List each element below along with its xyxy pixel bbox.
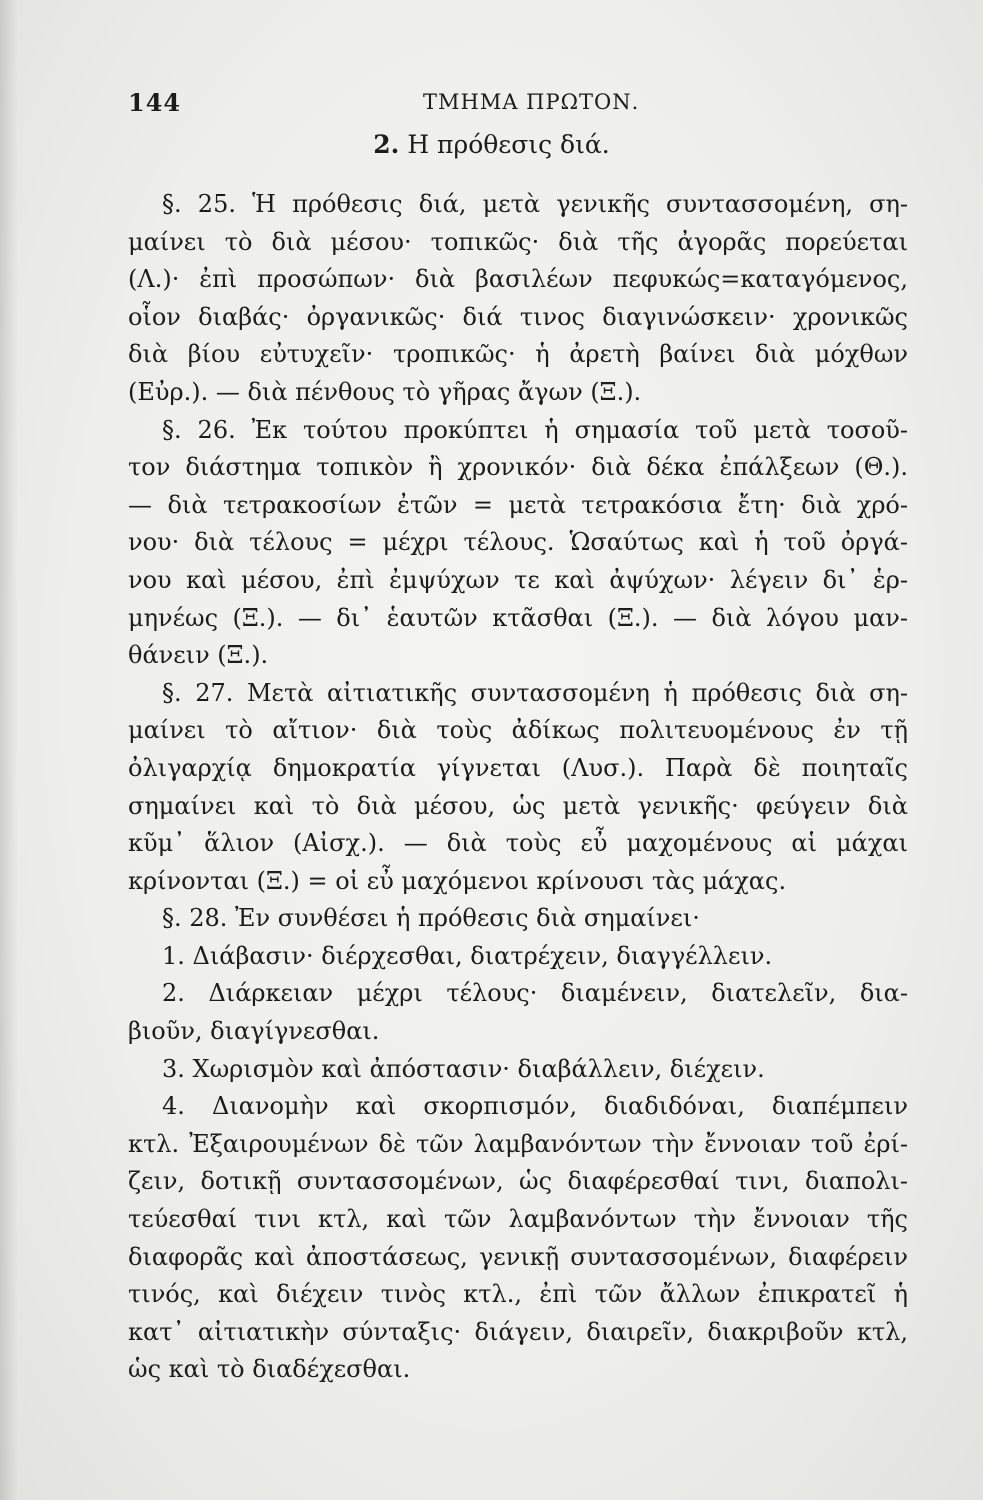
- text-line: νου· διὰ τέλους = μέχρι τέλους. Ὡσαύτως καὶ ἡ τοῦ ὀργά-: [128, 528, 908, 557]
- text-line: §. 27. Μετὰ αἰτιατικῆς συντασσομένη ἡ πρόθεσις διὰ ση-: [162, 678, 908, 707]
- section-heading: [0, 130, 983, 159]
- running-head: ΤΜΗΜΑ ΠΡΩΤΟΝ.: [423, 90, 640, 114]
- text-line: οἷον διαβάς· ὀργανικῶς· διά τινος διαγινώσκειν· χρονικῶς: [128, 302, 908, 331]
- text-line: (Λ.)· ἐπὶ προσώπων· διὰ βασιλέων πεφυκώς=καταγόμενος,: [128, 265, 908, 294]
- text-line: κρίνονται (Ξ.) = οἱ εὖ μαχόμενοι κρίνουσι τὰς μάχας.: [128, 866, 787, 895]
- text-line: μηνέως (Ξ.). — δι᾽ ἑαυτῶν κτᾶσθαι (Ξ.). — διὰ λόγου μαν-: [128, 603, 908, 632]
- list-item: 3. Χωρισμὸν καὶ ἀπόστασιν· διαβάλλειν, διέχειν.: [162, 1054, 765, 1083]
- section-number: 2.: [373, 130, 400, 159]
- page-edge-shadow: [0, 0, 18, 1500]
- text-line: θάνειν (Ξ.).: [128, 641, 269, 670]
- text-line: κατ᾽ αἰτιατικὴν σύνταξις· διάγειν, διαιρεῖν, διακριβοῦν κτλ,: [128, 1317, 908, 1346]
- text-line: μαίνει τὸ αἴτιον· διὰ τοὺς ἀδίκως πολιτευομένους ἐν τῇ: [128, 716, 908, 745]
- list-item: 4. Διανομὴν καὶ σκορπισμόν, διαδιδόναι, διαπέμπειν: [162, 1092, 908, 1121]
- text-line: ζειν, δοτικῇ συντασσομένων, ὡς διαφέρεσθαί τινι, διαπολι-: [128, 1167, 908, 1196]
- page-header: [128, 88, 908, 118]
- page-number: 144: [128, 88, 182, 117]
- text-line: — διὰ τετρακοσίων ἐτῶν = μετὰ τετρακόσια ἔτη· διὰ χρό-: [128, 490, 908, 519]
- text-line: νου καὶ μέσου, ἐπὶ ἐμψύχων τε καὶ ἀψύχων· λέγειν δι᾽ ἑρ-: [128, 565, 908, 594]
- list-item: 2. Διάρκειαν μέχρι τέλους· διαμένειν, διατελεῖν, δια-: [162, 979, 908, 1008]
- text-line: §. 28. Ἐν συνθέσει ἡ πρόθεσις διὰ σημαίνει·: [162, 904, 700, 933]
- text-line: τον διάστημα τοπικὸν ἢ χρονικόν· διὰ δέκα ἐπάλξεων (Θ.).: [128, 453, 908, 482]
- text-line: κῦμ᾽ ἅλιον (Αἰσχ.). — διὰ τοὺς εὖ μαχομένους αἱ μάχαι: [128, 829, 908, 858]
- text-line: §. 26. Ἐκ τούτου προκύπτει ἡ σημασία τοῦ μετὰ τοσοῦ-: [162, 415, 908, 444]
- text-line: ὡς καὶ τὸ διαδέχεσθαι.: [128, 1355, 411, 1384]
- text-line: βιοῦν, διαγίγνεσθαι.: [128, 1017, 380, 1046]
- section-title: Η πρόθεσις διά.: [407, 130, 610, 159]
- text-line: μαίνει τὸ διὰ μέσου· τοπικῶς· διὰ τῆς ἀγορᾶς πορεύεται: [128, 227, 908, 256]
- text-line: τινός, καὶ διέχειν τινὸς κτλ., ἐπὶ τῶν ἄλλων ἐπικρατεῖ ἡ: [128, 1280, 908, 1309]
- list-item: 1. Διάβασιν· διέρχεσθαι, διατρέχειν, διαγγέλλειν.: [162, 941, 773, 970]
- text-line: διὰ βίου εὐτυχεῖν· τροπικῶς· ἡ ἀρετὴ βαίνει διὰ μόχθων: [128, 340, 908, 369]
- body-text: [128, 186, 908, 1389]
- text-line: ὀλιγαρχίᾳ δημοκρατία γίγνεται (Λυσ.). Παρὰ δὲ ποιηταῖς: [128, 753, 908, 782]
- text-line: σημαίνει καὶ τὸ διὰ μέσου, ὡς μετὰ γενικῆς· φεύγειν διὰ: [128, 791, 908, 820]
- text-line: §. 25. Ἡ πρόθεσις διά, μετὰ γενικῆς συντασσομένη, ση-: [162, 190, 908, 218]
- text-line: τεύεσθαί τινι κτλ, καὶ τῶν λαμβανόντων τὴν ἔννοιαν τῆς: [128, 1205, 908, 1234]
- text-line: (Εὐρ.). — διὰ πένθους τὸ γῆρας ἄγων (Ξ.).: [128, 377, 642, 406]
- text-line: κτλ. Ἐξαιρουμένων δὲ τῶν λαμβανόντων τὴν ἔννοιαν τοῦ ἐρί-: [128, 1129, 908, 1158]
- text-line: διαφορᾶς καὶ ἀποστάσεως, γενικῇ συντασσομένων, διαφέρειν: [128, 1242, 908, 1271]
